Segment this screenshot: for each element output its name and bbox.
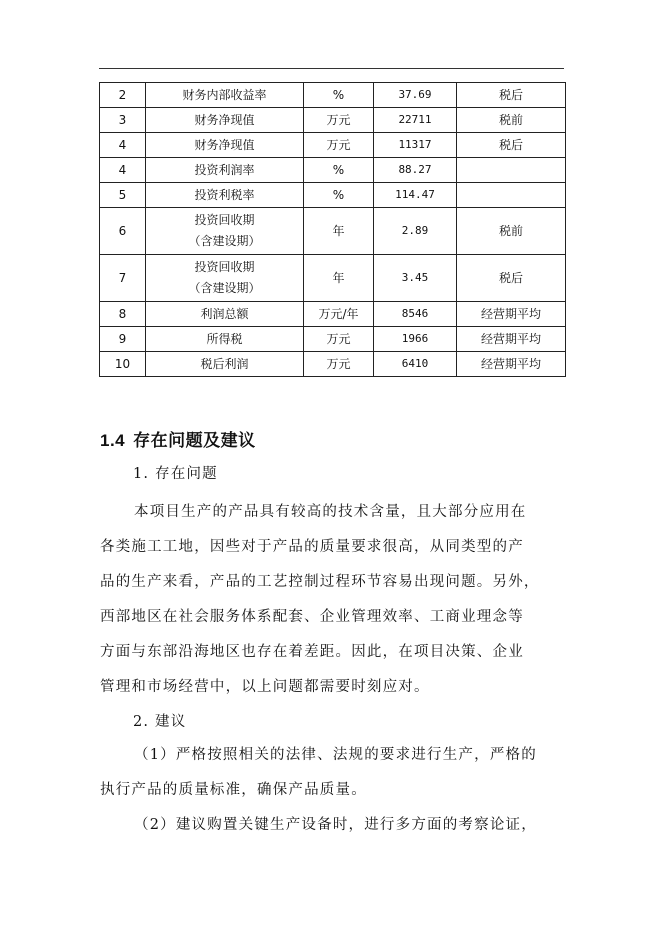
indicator-unit: 万元 (304, 327, 374, 352)
section-heading (100, 426, 256, 451)
indicator-name: 财务净现值 (146, 108, 304, 133)
indicator-value: 3.45 (374, 255, 457, 302)
indicator-unit: 万元 (304, 108, 374, 133)
indicator-value: 88.27 (374, 158, 457, 183)
table-row (100, 83, 566, 108)
indicator-note: 经营期平均 (457, 327, 566, 352)
suggestion-item-2 (100, 808, 570, 843)
row-number: 9 (100, 327, 146, 352)
indicator-name-line2: （含建设期） (188, 234, 261, 248)
indicator-note: 经营期平均 (457, 352, 566, 377)
table-row (100, 108, 566, 133)
indicator-unit: 万元/年 (304, 302, 374, 327)
indicator-name: 税后利润 (146, 352, 304, 377)
table-row (100, 208, 566, 255)
indicator-note: 税后 (457, 83, 566, 108)
table-row (100, 352, 566, 377)
paragraph-line: 西部地区在社会服务体系配套、企业管理效率、工商业理念等 (100, 609, 524, 625)
indicator-unit: % (304, 158, 374, 183)
indicator-name: 利润总额 (146, 302, 304, 327)
paragraph-line: 各类施工工地，因些对于产品的质量要求很高，从同类型的产 (100, 539, 524, 555)
indicator-name (146, 208, 304, 255)
section-number: 1.4 (100, 431, 126, 450)
indicator-value: 37.69 (374, 83, 457, 108)
section-title-text: 存在问题及建议 (133, 431, 256, 451)
table-row (100, 255, 566, 302)
row-number: 10 (100, 352, 146, 377)
row-number: 5 (100, 183, 146, 208)
indicator-unit: 年 (304, 255, 374, 302)
indicator-name: 所得税 (146, 327, 304, 352)
indicator-note (457, 183, 566, 208)
indicator-note: 税前 (457, 108, 566, 133)
indicator-value: 11317 (374, 133, 457, 158)
table-row (100, 183, 566, 208)
indicator-name-line1: 投资回收期 (194, 260, 255, 274)
indicator-name: 财务内部收益率 (146, 83, 304, 108)
indicator-unit: 万元 (304, 133, 374, 158)
suggestion-item-1 (100, 738, 570, 808)
row-number: 3 (100, 108, 146, 133)
indicator-note: 税前 (457, 208, 566, 255)
indicator-note: 税后 (457, 133, 566, 158)
row-number: 4 (100, 158, 146, 183)
table-row (100, 302, 566, 327)
indicator-note: 税后 (457, 255, 566, 302)
row-number: 4 (100, 133, 146, 158)
indicator-value: 2.89 (374, 208, 457, 255)
paragraph-line: 本项目生产的产品具有较高的技术含量，且大部分应用在 (134, 504, 527, 520)
indicator-name (146, 255, 304, 302)
indicator-value: 6410 (374, 352, 457, 377)
indicator-unit: % (304, 83, 374, 108)
indicator-note: 经营期平均 (457, 302, 566, 327)
paragraph-line: （2）建议购置关键生产设备时，进行多方面的考察论证， (134, 817, 537, 833)
row-number: 7 (100, 255, 146, 302)
row-number: 8 (100, 302, 146, 327)
indicator-unit: % (304, 183, 374, 208)
indicator-name: 财务净现值 (146, 133, 304, 158)
indicator-name-line1: 投资回收期 (194, 213, 255, 227)
paragraph-line: 执行产品的质量标准，确保产品质量。 (100, 782, 367, 798)
table-row (100, 133, 566, 158)
indicator-value: 8546 (374, 302, 457, 327)
indicator-note (457, 158, 566, 183)
financial-indicators-table (99, 82, 566, 377)
indicator-unit: 年 (304, 208, 374, 255)
paragraph-line: 方面与东部沿海地区也存在着差距。因此，在项目决策、企业 (100, 644, 524, 660)
row-number: 6 (100, 208, 146, 255)
indicator-name: 投资利润率 (146, 158, 304, 183)
problems-heading: 1. 存在问题 (133, 466, 218, 482)
header-rule (99, 68, 564, 69)
indicator-name: 投资利税率 (146, 183, 304, 208)
row-number: 2 (100, 83, 146, 108)
indicator-value: 114.47 (374, 183, 457, 208)
indicator-unit: 万元 (304, 352, 374, 377)
suggestions-heading: 2. 建议 (133, 714, 187, 730)
indicator-value: 1966 (374, 327, 457, 352)
indicator-name-line2: （含建设期） (188, 281, 261, 295)
paragraph-line: 管理和市场经营中，以上问题都需要时刻应对。 (100, 679, 430, 695)
paragraph-line: 品的生产来看，产品的工艺控制过程环节容易出现问题。另外， (100, 574, 540, 590)
paragraph-line: （1）严格按照相关的法律、法规的要求进行生产，严格的 (134, 747, 537, 763)
problems-paragraph (100, 495, 570, 705)
table-row (100, 158, 566, 183)
indicator-value: 22711 (374, 108, 457, 133)
table-row (100, 327, 566, 352)
